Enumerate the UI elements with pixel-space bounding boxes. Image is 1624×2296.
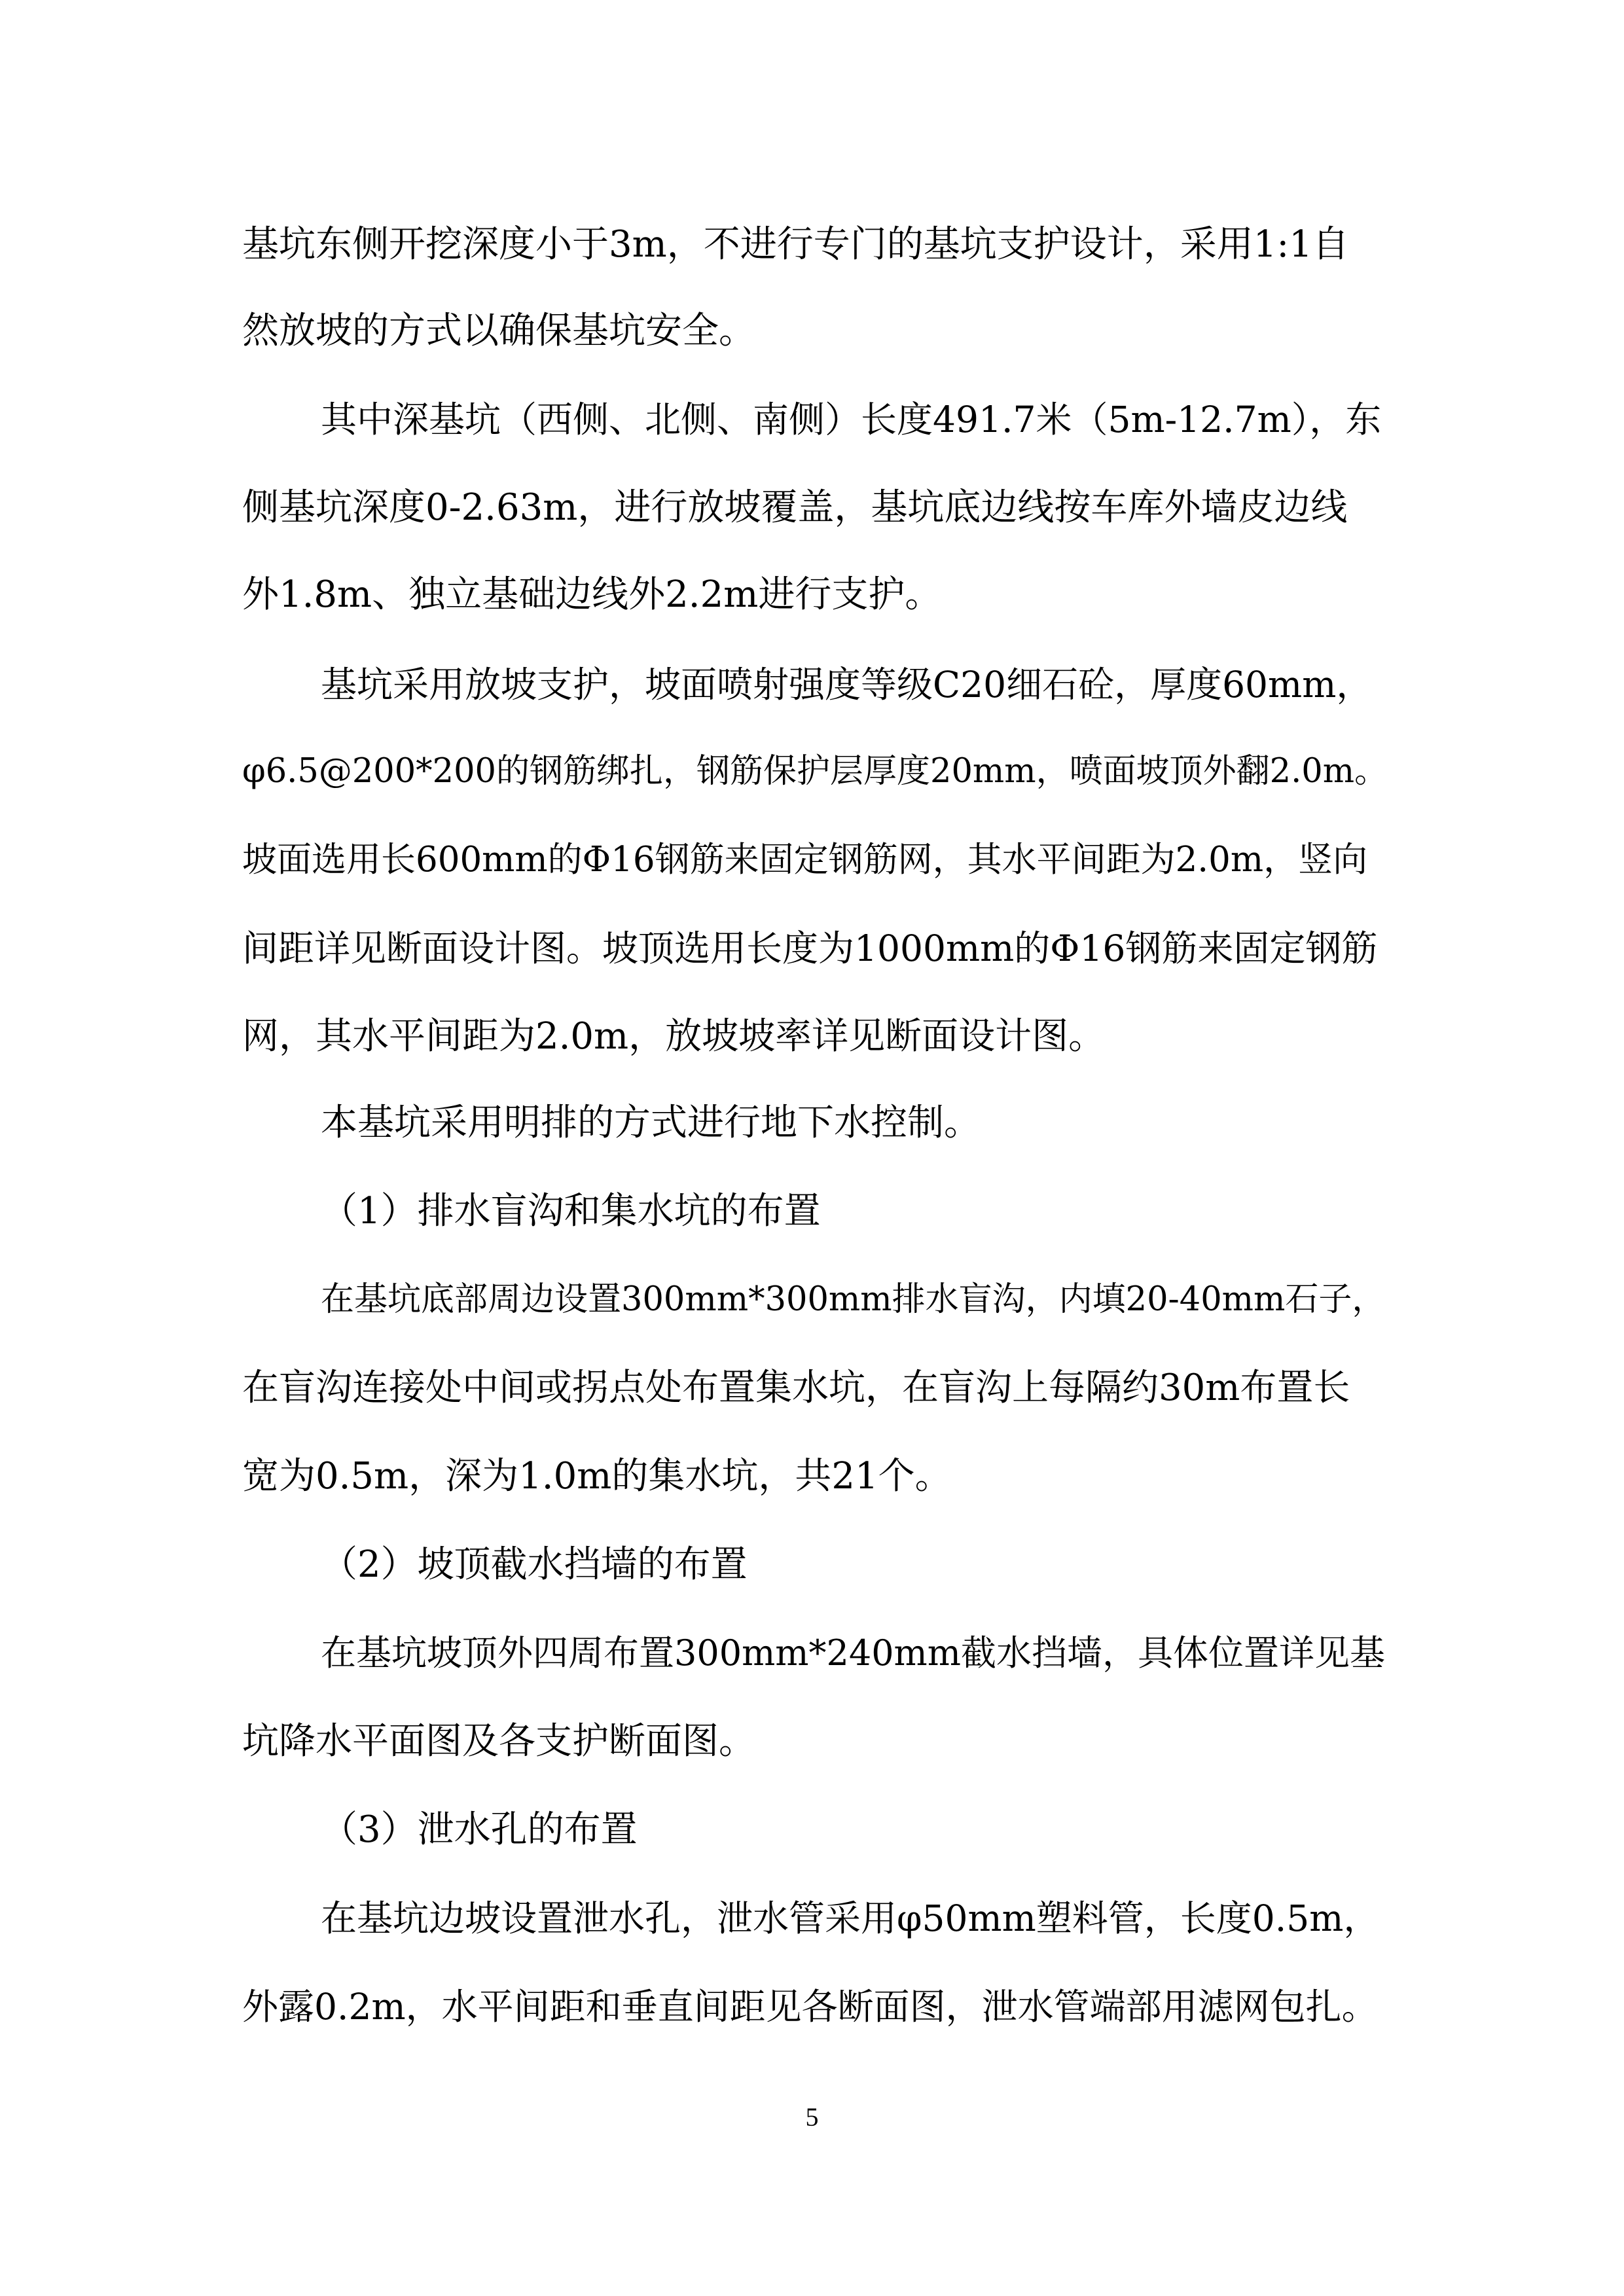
- page-number: 5: [805, 2102, 819, 2132]
- paragraph-1-line-2: 然放坡的方式以确保基坑安全。: [242, 310, 755, 352]
- paragraph-5-line-1: 在基坑底部周边设置300mm*300mm排水盲沟，内填20-40mm石子，: [321, 1280, 1386, 1319]
- paragraph-3-line-5: 网，其水平间距为2.0m，放坡坡率详见断面设计图。: [242, 1015, 1106, 1058]
- paragraph-5-line-3: 宽为0.5m，深为1.0m的集水坑，共21个。: [242, 1455, 952, 1498]
- paragraph-3-line-2: φ6.5@200*200的钢筋绑扎，钢筋保护层厚度20mm，喷面坡顶外翻2.0m。: [242, 752, 1388, 791]
- paragraph-1-line-1: 基坑东侧开挖深度小于3m，不进行专门的基坑支护设计，采用1:1自: [242, 223, 1349, 266]
- section-heading-1: （1）排水盲沟和集水坑的布置: [321, 1190, 821, 1232]
- paragraph-2-line-2: 侧基坑深度0-2.63m，进行放坡覆盖，基坑底边线按车库外墙皮边线: [242, 486, 1348, 529]
- paragraph-6-line-2: 坑降水平面图及各支护断面图。: [242, 1720, 755, 1763]
- paragraph-3-line-3: 坡面选用长600mm的Φ16钢筋来固定钢筋网，其水平间距为2.0m，竖向: [242, 840, 1368, 880]
- paragraph-3-line-4: 间距详见断面设计图。坡顶选用长度为1000mm的Φ16钢筋来固定钢筋: [242, 927, 1378, 969]
- paragraph-2-line-1: 其中深基坑（西侧、北侧、南侧）长度491.7米（5m-12.7m），东: [321, 399, 1382, 440]
- paragraph-4-line-1: 本基坑采用明排的方式进行地下水控制。: [321, 1102, 981, 1144]
- paragraph-5-line-2: 在盲沟连接处中间或拐点处布置集水坑，在盲沟上每隔约30m布置长: [242, 1367, 1350, 1409]
- section-heading-2: （2）坡顶截水挡墙的布置: [321, 1543, 748, 1586]
- paragraph-7-line-1: 在基坑边坡设置泄水孔，泄水管采用φ50mm塑料管，长度0.5m，: [321, 1897, 1380, 1939]
- paragraph-7-line-2: 外露0.2m，水平间距和垂直间距见各断面图，泄水管端部用滤网包扎。: [242, 1986, 1378, 2028]
- paragraph-6-line-1: 在基坑坡顶外四周布置300mm*240mm截水挡墙，具体位置详见基: [321, 1632, 1385, 1674]
- paragraph-3-line-1: 基坑采用放坡支护，坡面喷射强度等级C20细石砼，厚度60mm，: [321, 664, 1373, 706]
- paragraph-2-line-3: 外1.8m、独立基础边线外2.2m进行支护。: [242, 573, 942, 616]
- section-heading-3: （3）泄水孔的布置: [321, 1808, 638, 1851]
